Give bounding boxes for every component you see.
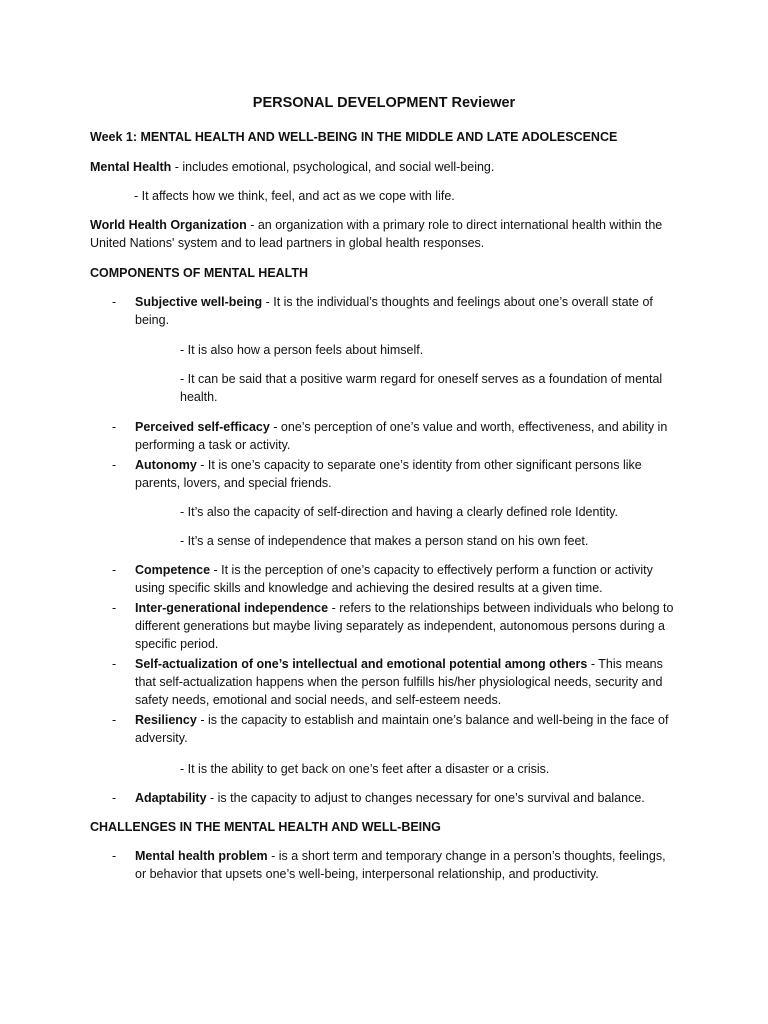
definition: - is the capacity to adjust to changes necessary for one’s survival and balance. [206,791,645,805]
bullet-dash: - [112,601,117,615]
list-item [135,293,680,329]
mental-health-note: - It affects how we think, feel, and act as we cope with life. [134,189,455,203]
term: Competence [135,563,211,577]
list-item [135,655,680,709]
term: Self-actualization of one’s intellectual and emotional potential among others [135,657,588,671]
definition: - It is the individual’s thoughts and feelings about one’s overall state of being. [135,295,653,327]
bullet-dash: - [112,563,117,577]
components-heading: COMPONENTS OF MENTAL HEALTH [90,266,309,280]
list-item [135,418,680,454]
term: Mental Health [90,160,172,174]
definition: - one’s perception of one’s value and worth, effectiveness, and ability in performing a task or activity. [135,420,668,452]
list-item [135,711,680,747]
term: Autonomy [135,458,197,472]
bullet-dash: - [112,420,117,434]
definition: - is a short term and temporary change in a person’s thoughts, feelings, or behavior that upsets one’s well-being, interpersonal relationship, and productivity. [135,849,666,881]
list-item [135,456,680,492]
bullet-dash: - [112,849,117,863]
list-item [135,599,680,653]
mental-health-definition [90,158,690,176]
definition: - refers to the relationships between individuals who belong to different generations but maybe living separately as independent, autonomous persons during a specific period. [135,601,674,651]
term: Resiliency [135,713,197,727]
week-heading: Week 1: MENTAL HEALTH AND WELL-BEING IN THE MIDDLE AND LATE ADOLESCENCE [90,130,618,144]
sub-note: - It is also how a person feels about himself. [180,343,424,357]
list-item [135,561,680,597]
list-item [135,847,680,883]
bullet-dash: - [112,713,117,727]
bullet-dash: - [112,657,117,671]
sub-note: - It’s also the capacity of self-direction and having a clearly defined role Identity. [180,505,618,519]
bullet-dash: - [112,791,117,805]
list-item [135,789,680,807]
sub-note: - It is the ability to get back on one’s feet after a disaster or a crisis. [180,762,550,776]
page-title: PERSONAL DEVELOPMENT Reviewer [252,95,516,111]
definition: - It is one’s capacity to separate one’s identity from other significant persons like parents, lovers, and special friends. [135,458,642,490]
who-definition [90,216,690,252]
bullet-dash: - [112,295,117,309]
term: Mental health problem [135,849,268,863]
term: Adaptability [135,791,207,805]
sub-note: - It’s a sense of independence that makes a person stand on his own feet. [180,534,589,548]
definition: - This means that self-actualization happens when the person fulfills his/her physiological needs, security and safety needs, emotional and social needs, and self-esteem needs. [135,657,663,707]
term: World Health Organization [90,218,247,232]
term: Perceived self-efficacy [135,420,270,434]
definition: - includes emotional, psychological, and social well-being. [171,160,495,174]
bullet-dash: - [112,458,117,472]
definition: - is the capacity to establish and maintain one’s balance and well-being in the face of adversity. [135,713,669,745]
definition: - an organization with a primary role to direct international health within the United Nations' system and to lead partners in global health responses. [90,218,663,250]
term: Inter-generational independence [135,601,329,615]
challenges-heading: CHALLENGES IN THE MENTAL HEALTH AND WELL-BEING [90,820,441,834]
definition: - It is the perception of one’s capacity to effectively perform a function or activity using specific skills and knowledge and achieving the desired results at a given time. [135,563,653,595]
sub-note: - It can be said that a positive warm regard for oneself serves as a foundation of mental health. [180,372,663,404]
term: Subjective well-being [135,295,263,309]
